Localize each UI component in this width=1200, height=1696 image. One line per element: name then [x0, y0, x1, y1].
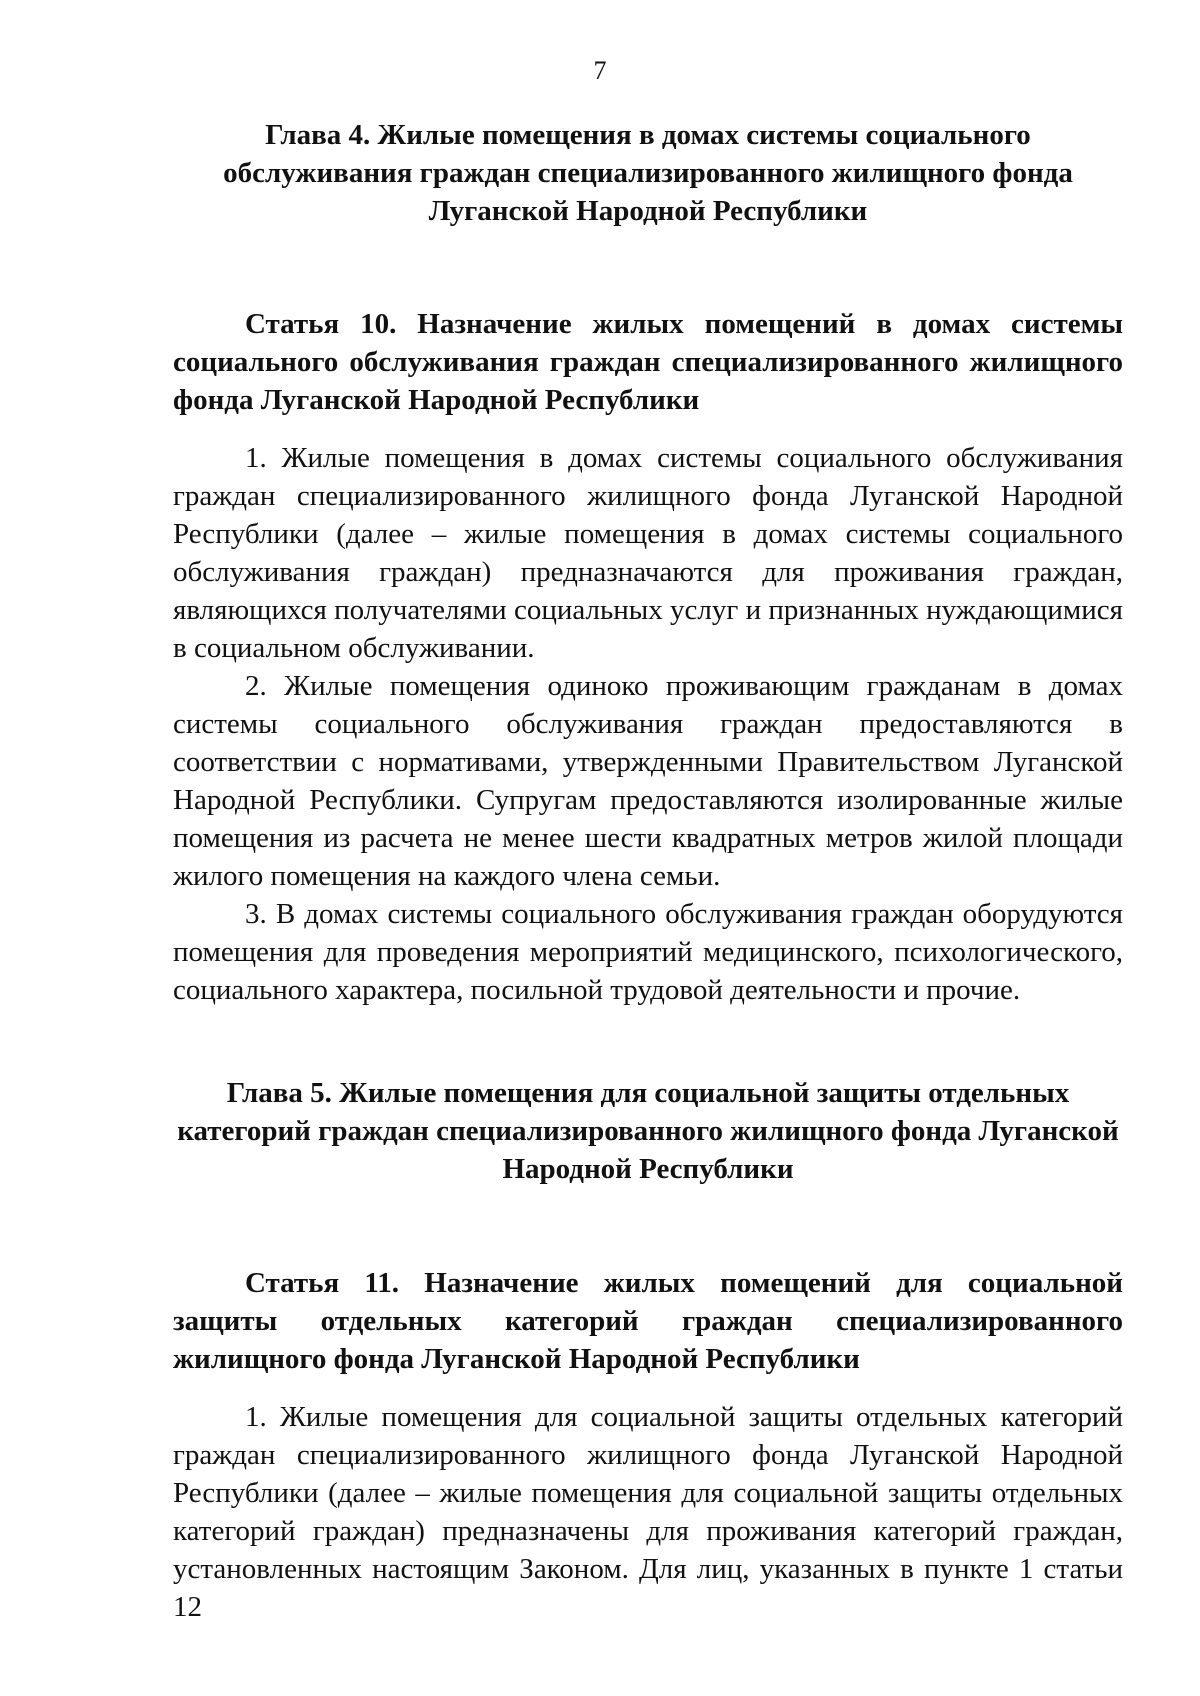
article-11-body: [173, 1398, 1123, 1626]
chapter-4-title: Глава 4. Жилые помещения в домах системы социального обслуживания граждан специализированного жилищного фонда Луганской Народной Республики: [223, 119, 1073, 227]
chapter-5-block: [173, 1074, 1123, 1188]
article-11-title-block: [173, 1264, 1123, 1378]
article-10-paragraph-2: 2. Жилые помещения одиноко проживающим гражданам в домах системы социального обслуживания граждан предоставляются в соответствии с нормативами, утвержденными Правительством Луганской Народной Республики. Супругам предоставляются изолированные жилые помещения из расчета не менее шести квадратных метров жилой площади жилого помещения на каждого члена семьи.: [173, 670, 1123, 892]
chapter-5-title: Глава 5. Жилые помещения для социальной защиты отдельных категорий граждан специализированного жилищного фонда Луганской Народной Республики: [177, 1077, 1119, 1185]
article-10-paragraph-1: 1. Жилые помещения в домах системы социального обслуживания граждан специализированного жилищного фонда Луганской Народной Республики (далее – жилые помещения в домах системы социального обслуживания граждан) предназначаются для проживания граждан, являющихся получателями социальных услуг и признанных нуждающимися в социальном обслуживании.: [173, 442, 1123, 664]
article-11-title: Статья 11. Назначение жилых помещений для социальной защиты отдельных категорий граждан специализированного жилищного фонда Луганской Народной Республики: [173, 1267, 1123, 1375]
article-10-title-block: [173, 305, 1123, 419]
article-11-paragraph-1: 1. Жилые помещения для социальной защиты отдельных категорий граждан специализированного жилищного фонда Луганской Народной Республики (далее – жилые помещения для социальной защиты отдельных категорий граждан) предназначены для проживания категорий граждан, установленных настоящим Законом. Для лиц, указанных в пункте 1 статьи 12: [173, 1401, 1123, 1623]
article-10-body: [173, 439, 1123, 1009]
article-10-paragraph-3: 3. В домах системы социального обслуживания граждан оборудуются помещения для проведения мероприятий медицинского, психологического, социального характера, посильной трудовой деятельности и прочие.: [173, 898, 1123, 1006]
chapter-4-block: [173, 116, 1123, 230]
article-10-title: Статья 10. Назначение жилых помещений в домах системы социального обслуживания граждан специализированного жилищного фонда Луганской Народной Республики: [173, 308, 1123, 416]
page-number: 7: [593, 56, 607, 85]
